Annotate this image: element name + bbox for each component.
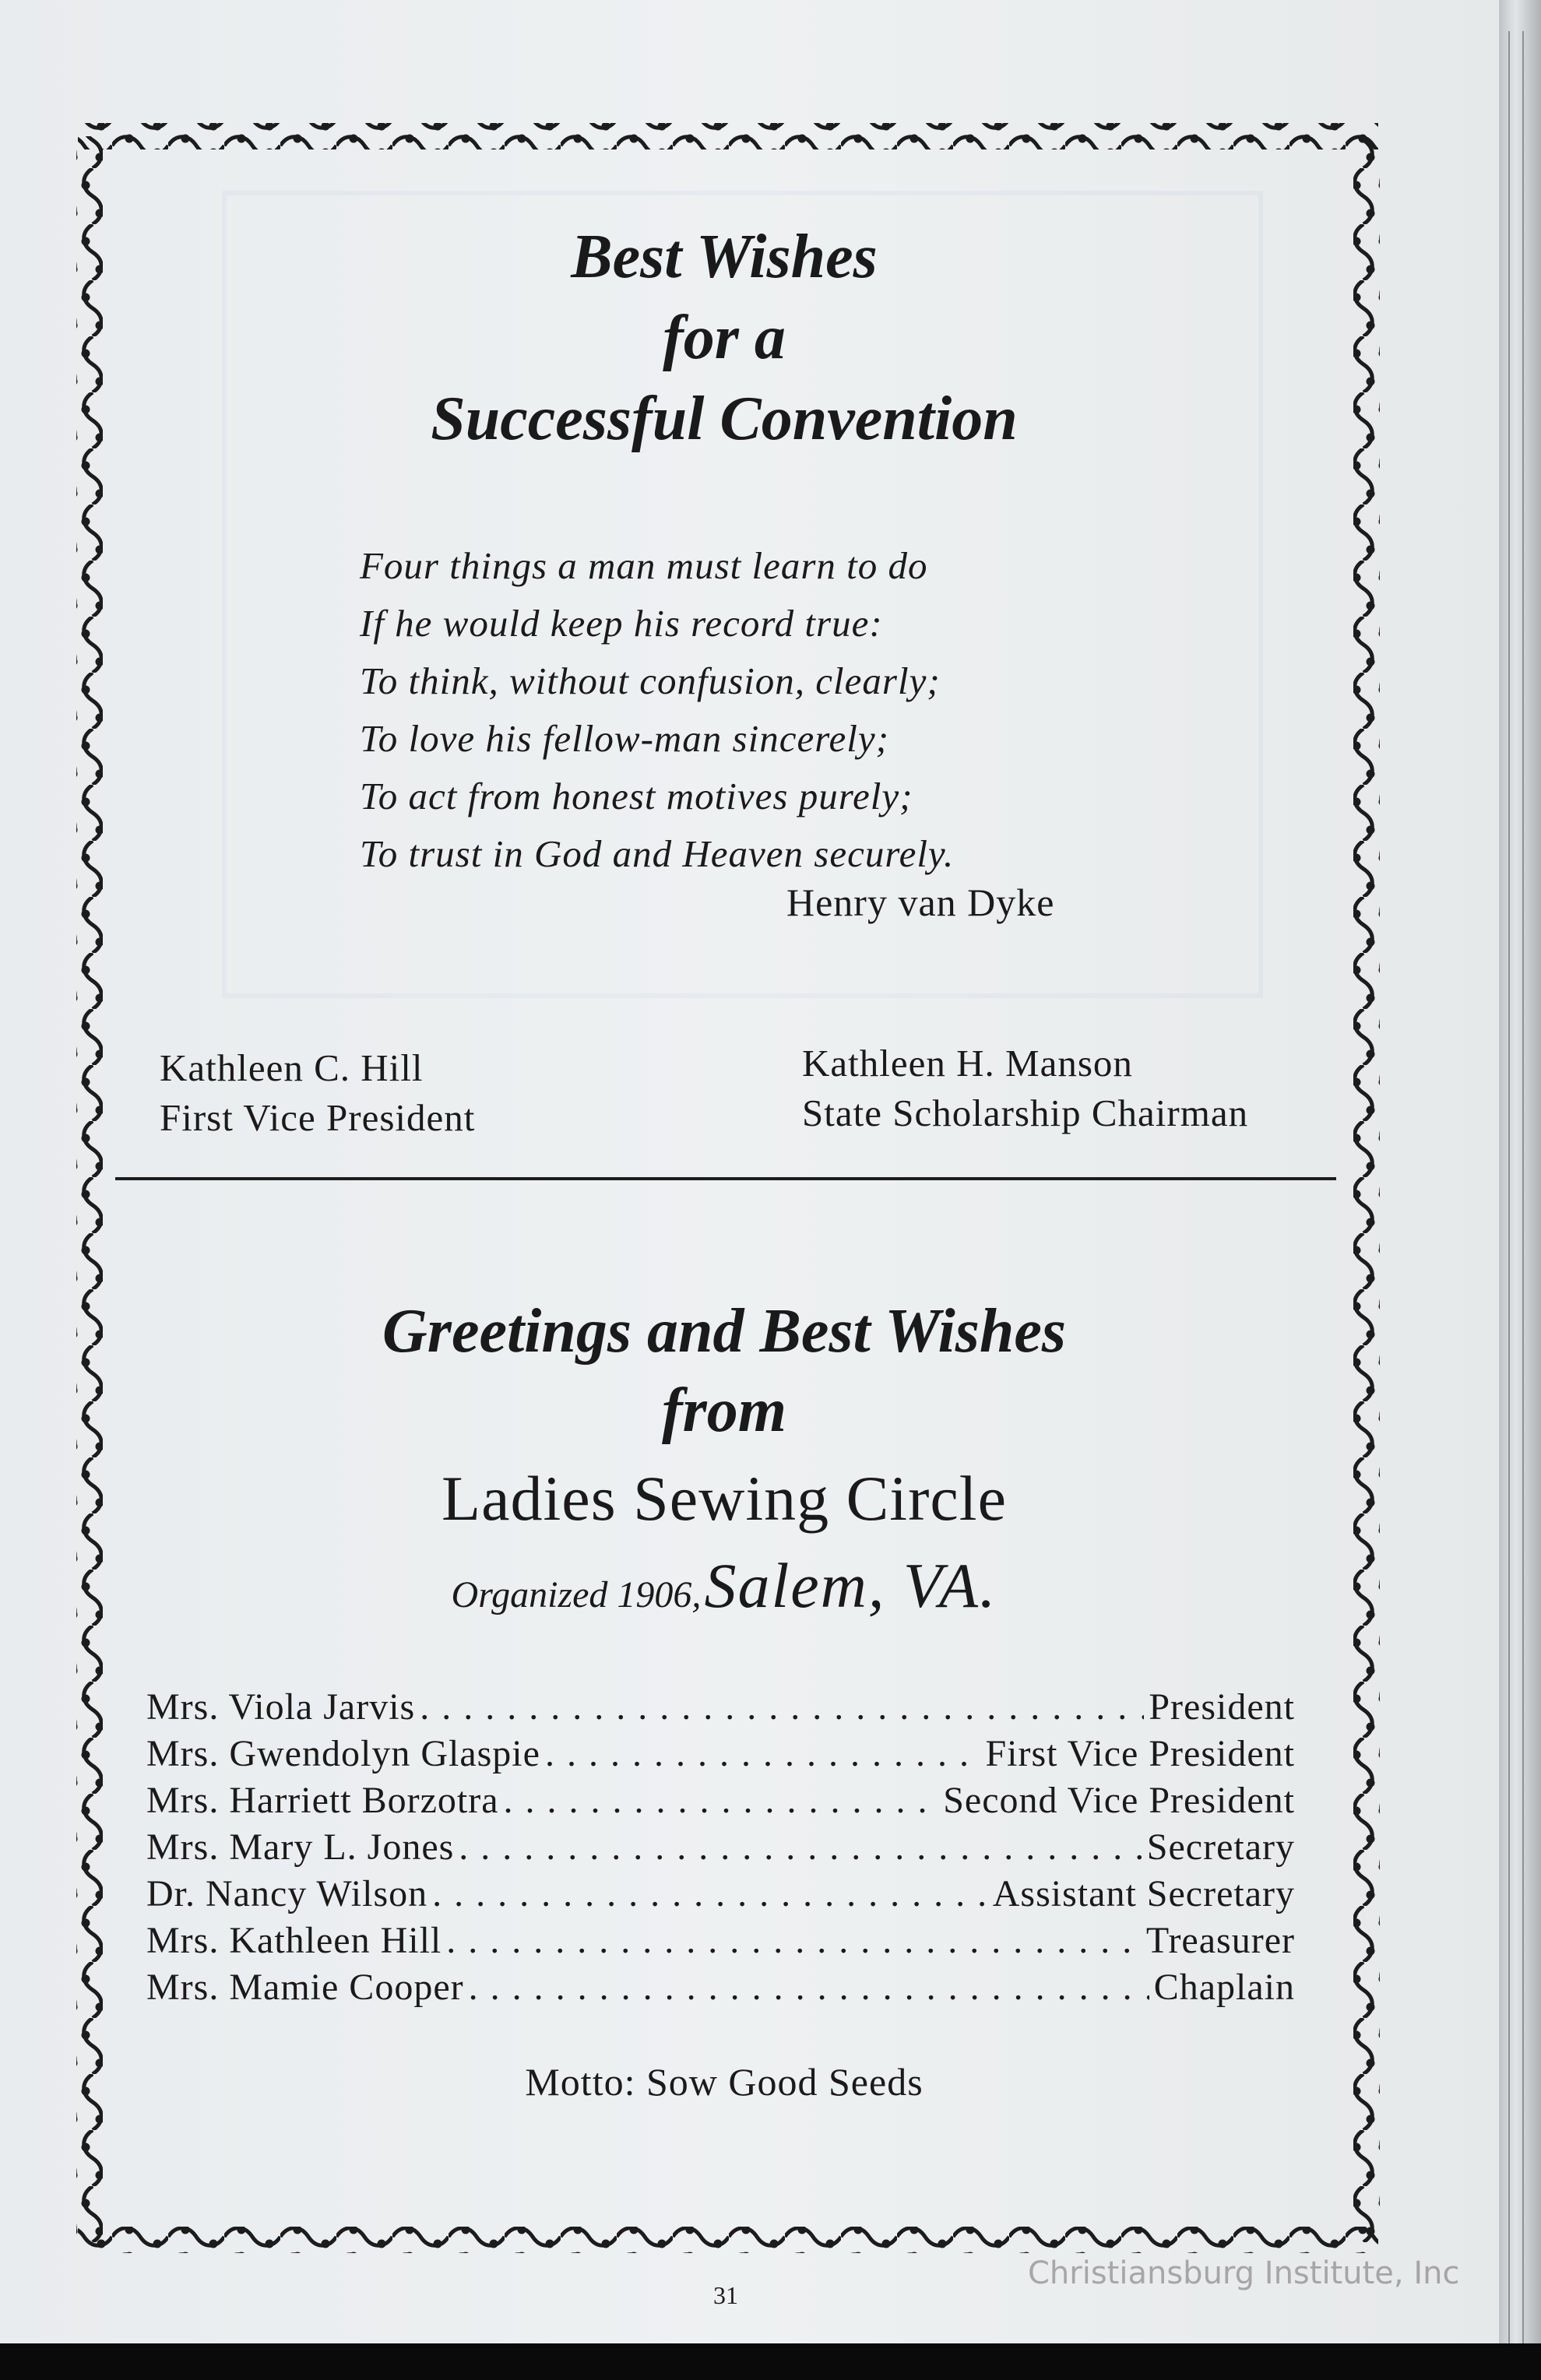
greetings-line: Greetings and Best Wishes [382,1297,1066,1366]
officer-name: Mrs. Gwendolyn Glaspie [146,1733,540,1774]
motto: Motto: Sow Good Seeds [525,2060,924,2104]
dot-leader [545,1732,981,1775]
poem-line: If he would keep his record true: [360,602,883,645]
dot-leader [469,1966,1149,2009]
poem-line: To trust in God and Heaven securely. [360,832,955,875]
dot-leader [420,1686,1144,1728]
page-edge-line [1522,31,1524,2343]
officer-list [146,1686,1295,2013]
officer-role: First Vice President [985,1733,1295,1774]
poem-line: To act from honest motives purely; [360,775,913,817]
watermark: Christiansburg Institute, Inc [1028,2255,1460,2291]
signatory-name: Kathleen C. Hill [160,1046,424,1089]
list-item [146,1686,1295,1732]
dot-leader [459,1826,1142,1868]
signatory-name: Kathleen H. Manson [802,1042,1133,1085]
signatory-right [802,1039,1248,1138]
list-item [146,1779,1295,1826]
officer-name: Mrs. Viola Jarvis [146,1686,416,1728]
poem [360,537,1107,883]
signatory-title: First Vice President [160,1096,476,1139]
officer-role: Second Vice President [943,1780,1295,1821]
bottom-shadow [0,2343,1541,2380]
signatory-title: State Scholarship Chairman [802,1092,1249,1134]
list-item [146,1826,1295,1872]
officer-name: Mrs. Kathleen Hill [146,1920,442,1961]
dot-leader [504,1779,939,1822]
bottom-heading [0,1297,1448,1622]
poem-line: To think, without confusion, clearly; [360,659,941,702]
dot-leader [446,1919,1142,1962]
officer-name: Mrs. Mary L. Jones [146,1826,455,1868]
city: Salem, VA. [704,1550,997,1621]
officer-name: Mrs. Mamie Cooper [146,1967,464,2008]
officer-name: Dr. Nancy Wilson [146,1873,428,1914]
officer-role: Treasurer [1145,1920,1295,1961]
section-divider [115,1177,1336,1180]
organized-line [0,1549,1448,1622]
list-item [146,1732,1295,1779]
from-line: from [662,1376,786,1445]
poem-line: Four things a man must learn to do [360,544,928,587]
page-edge [1499,0,1541,2343]
heading-line-3: Successful Convention [431,385,1018,453]
top-heading [0,223,1448,453]
signatory-left [160,1043,475,1143]
officer-name: Mrs. Harriett Borzotra [146,1780,499,1821]
organization-name: Ladies Sewing Circle [442,1463,1007,1534]
list-item [146,1919,1295,1966]
heading-line-2: for a [663,304,786,372]
officer-role: Secretary [1146,1826,1295,1868]
officer-role: Assistant Secretary [992,1873,1295,1914]
dot-leader [432,1872,988,1915]
page-edge-line [1508,31,1510,2343]
list-item [146,1966,1295,2013]
page-number: 31 [713,2281,738,2309]
poem-line: To love his fellow-man sincerely; [360,717,889,760]
officer-role: President [1149,1686,1295,1728]
list-item [146,1872,1295,1919]
officer-role: Chaplain [1153,1967,1295,2008]
heading-line-1: Best Wishes [571,223,878,291]
organized-year: Organized 1906, [451,1574,702,1615]
poem-author: Henry van Dyke [786,881,1055,924]
